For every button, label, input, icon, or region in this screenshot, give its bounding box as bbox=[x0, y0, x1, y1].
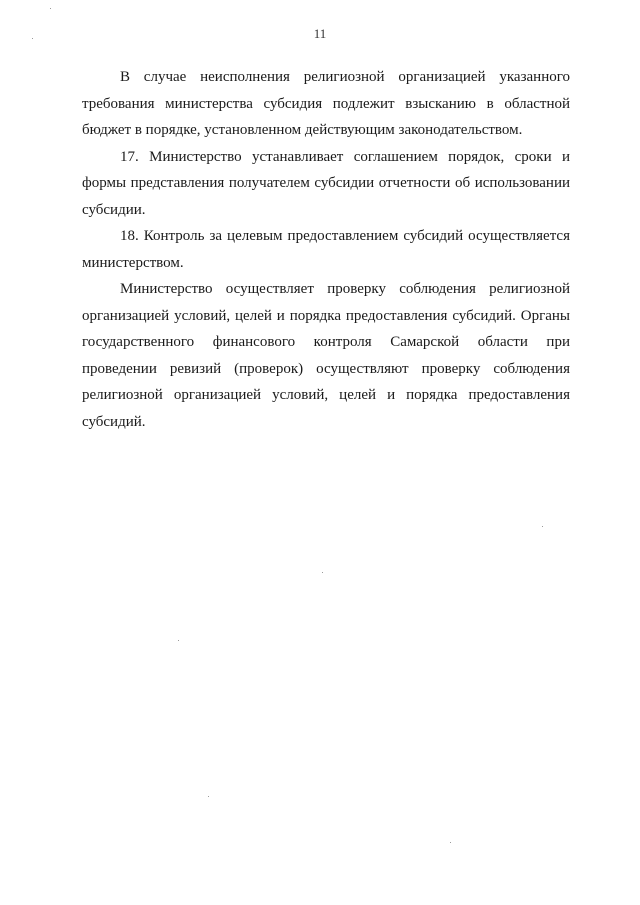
scan-speck bbox=[542, 526, 543, 527]
page-number: 11 bbox=[313, 26, 327, 41]
paragraph-18-control: 18. Контроль за целевым предоставлением субсидий осуществляется министерством. bbox=[82, 228, 570, 271]
paragraph-ministry-inspection: Министерство осуществляет проверку соблюдения религиозной организацией условий, целей и порядка предоставления субсидий. Органы государственного финансового контроля Самарской области при проведении ревизий (проверок) осуществляют проверку соблюдения религиозной организацией условий, целей и порядка предоставления субсидий. bbox=[82, 281, 570, 430]
scan-speck bbox=[178, 640, 179, 641]
scan-speck bbox=[32, 38, 33, 39]
scan-speck bbox=[50, 8, 51, 9]
scan-speck bbox=[322, 572, 323, 573]
paragraph-17-reporting: 17. Министерство устанавливает соглашением порядок, сроки и формы представления получателем субсидии отчетности об использовании субсидии. bbox=[82, 148, 570, 218]
paragraph-recovery-clause: В случае неисполнения религиозной организацией указанного требования министерства субсидия подлежит взысканию в областной бюджет в порядке, установленном действующим законодательством. bbox=[82, 69, 570, 138]
scan-speck bbox=[450, 842, 451, 843]
scan-speck bbox=[208, 796, 209, 797]
document-body bbox=[82, 64, 570, 435]
